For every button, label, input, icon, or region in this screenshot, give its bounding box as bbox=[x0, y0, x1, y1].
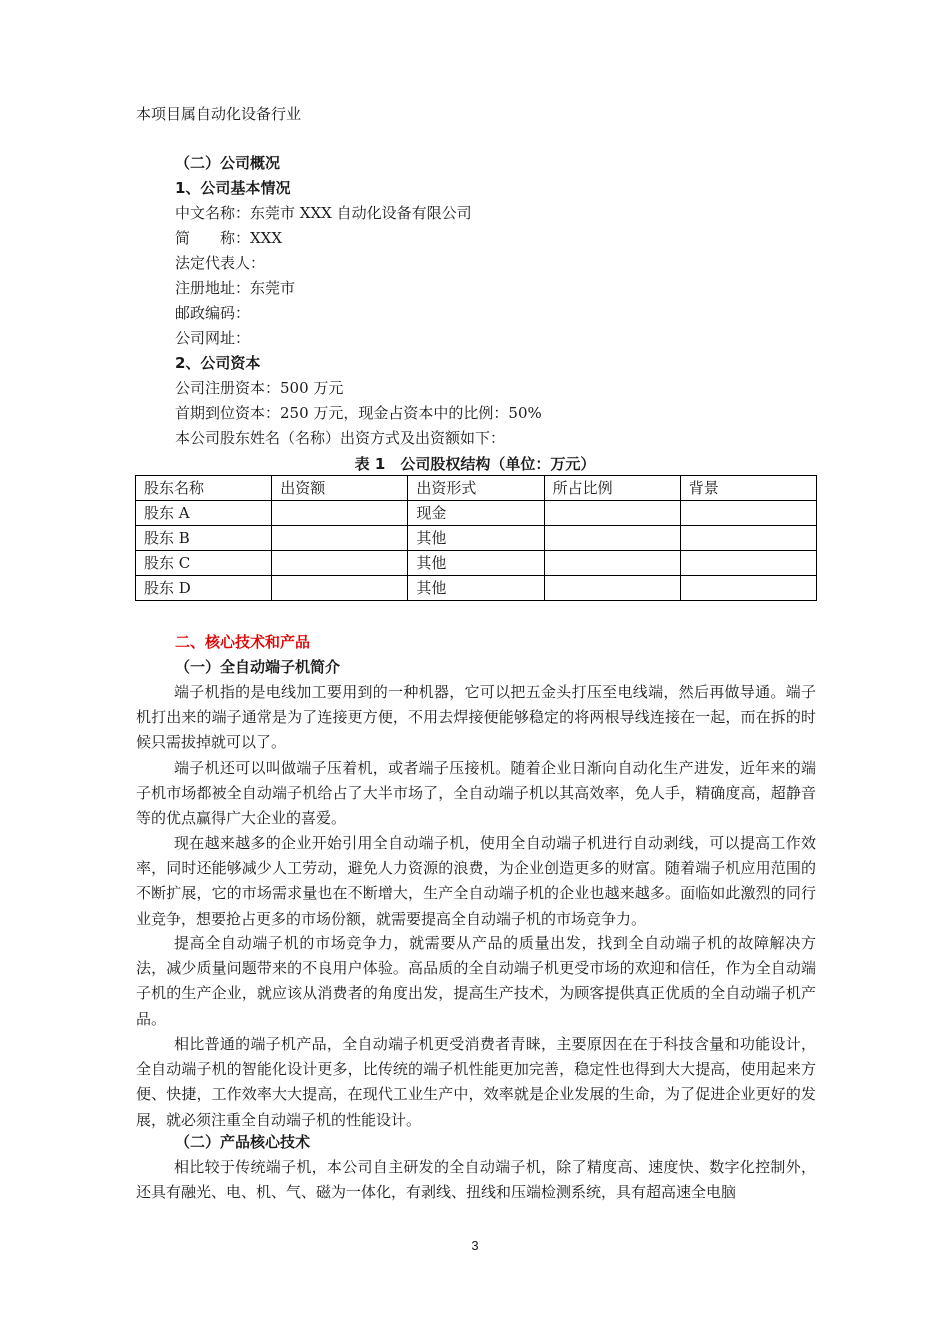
info-line-address: 注册地址：东莞市 bbox=[175, 279, 296, 297]
core-tech-heading: 二、核心技术和产品 bbox=[175, 633, 311, 651]
paragraph-alias: 端子机还可以叫做端子压着机，或者端子压接机。随着企业日渐向自动化生产进发，近年来的端子机市场都被全自动端子机给占了大半市场了，全自动端子机以其高效率，免人手，精确度高，超静音等的优点赢得广大企业的喜爱。 bbox=[136, 759, 816, 828]
table-cell: 现金 bbox=[408, 501, 544, 526]
table-cell bbox=[680, 526, 816, 551]
paragraph-core-tech: 相比较于传统端子机，本公司自主研发的全自动端子机，除了精度高、速度快、数字化控制外，还具有融光、电、机、气、磁为一体化，有剥线、扭线和压端检测系统，具有超高速全电脑 bbox=[136, 1158, 816, 1202]
table-cell: 股东 D bbox=[136, 576, 272, 601]
paragraph-comparison: 相比普通的端子机产品，全自动端子机更受消费者青睐，主要原因在在于科技含量和功能设计，全自动端子机的智能化设计更多，比传统的端子机性能更加完善，稳定性也得到大大提高，使用起来方便、快捷，工作效率大大提高，在现代工业生产中，效率就是企业发展的生命，为了促进企业更好的发展，就必须注重全自动端子机的性能设计。 bbox=[136, 1035, 816, 1129]
table-cell bbox=[272, 576, 408, 601]
table-row bbox=[136, 526, 817, 551]
table-row bbox=[136, 576, 817, 601]
table-header-cell: 出资形式 bbox=[408, 476, 544, 501]
info-line-postcode: 邮政编码： bbox=[175, 304, 251, 322]
table-cell bbox=[680, 551, 816, 576]
table-header-row bbox=[136, 476, 817, 501]
machine-intro-heading: （一）全自动端子机简介 bbox=[175, 658, 341, 676]
table-cell bbox=[544, 526, 680, 551]
page-number: 3 bbox=[471, 1238, 479, 1253]
table-header-cell: 所占比例 bbox=[544, 476, 680, 501]
paragraph-definition: 端子机指的是电线加工要用到的一种机器，它可以把五金头打压至电线端，然后再做导通。端子机打出来的端子通常是为了连接更方便，不用去焊接便能够稳定的将两根导线连接在一起，而在拆的时候只需拔掉就可以了。 bbox=[136, 683, 816, 752]
capital-line-registered: 公司注册资本：500 万元 bbox=[175, 379, 344, 397]
table-header-cell: 出资额 bbox=[272, 476, 408, 501]
table-cell bbox=[544, 551, 680, 576]
paragraph-adoption: 现在越来越多的企业开始引用全自动端子机，使用全自动端子机进行自动剥线，可以提高工作效率，同时还能够减少人工劳动，避免人力资源的浪费，为企业创造更多的财富。随着端子机应用范围的不断扩展，它的市场需求量也在不断增大，生产全自动端子机的企业也越来越多。面临如此激烈的同行业竞争，想要抢占更多的市场份额，就需要提高全自动端子机的市场竞争力。 bbox=[136, 834, 816, 928]
industry-statement: 本项目属自动化设备行业 bbox=[136, 105, 302, 123]
equity-table bbox=[135, 475, 817, 601]
table-cell: 股东 B bbox=[136, 526, 272, 551]
table-row bbox=[136, 551, 817, 576]
table-cell: 其他 bbox=[408, 551, 544, 576]
core-tech-subheading: （二）产品核心技术 bbox=[175, 1133, 311, 1151]
basic-info-heading: 1、公司基本情况 bbox=[175, 179, 291, 197]
table-caption: 表 1 公司股权结构（单位：万元） bbox=[354, 455, 596, 473]
capital-line-initial: 首期到位资本：250 万元，现金占资本中的比例：50% bbox=[175, 404, 542, 422]
info-line-legal-rep: 法定代表人： bbox=[175, 254, 266, 272]
table-cell bbox=[272, 501, 408, 526]
capital-line-shareholders: 本公司股东姓名（名称）出资方式及出资额如下： bbox=[175, 429, 506, 447]
table-cell bbox=[272, 551, 408, 576]
table-header-cell: 股东名称 bbox=[136, 476, 272, 501]
table-row bbox=[136, 501, 817, 526]
info-line-short-name: 简 称：XXX bbox=[175, 229, 283, 247]
paragraph-competitiveness: 提高全自动端子机的市场竞争力，就需要从产品的质量出发，找到全自动端子机的故障解决方法，减少质量问题带来的不良用户体验。高品质的全自动端子机更受市场的欢迎和信任，作为全自动端子机的生产企业，就应该从消费者的角度出发，提高生产技术，为顾客提供真正优质的全自动端子机产品。 bbox=[136, 934, 816, 1028]
table-cell: 股东 A bbox=[136, 501, 272, 526]
capital-heading: 2、公司资本 bbox=[175, 354, 261, 372]
table-cell bbox=[544, 501, 680, 526]
company-overview-heading: （二）公司概况 bbox=[175, 154, 281, 172]
table-cell bbox=[680, 576, 816, 601]
table-cell: 股东 C bbox=[136, 551, 272, 576]
table-cell bbox=[544, 576, 680, 601]
table-header-cell: 背景 bbox=[680, 476, 816, 501]
table-cell bbox=[680, 501, 816, 526]
info-line-name: 中文名称：东莞市 XXX 自动化设备有限公司 bbox=[175, 204, 472, 222]
info-line-website: 公司网址： bbox=[175, 329, 251, 347]
table-cell: 其他 bbox=[408, 576, 544, 601]
table-cell: 其他 bbox=[408, 526, 544, 551]
table-cell bbox=[272, 526, 408, 551]
